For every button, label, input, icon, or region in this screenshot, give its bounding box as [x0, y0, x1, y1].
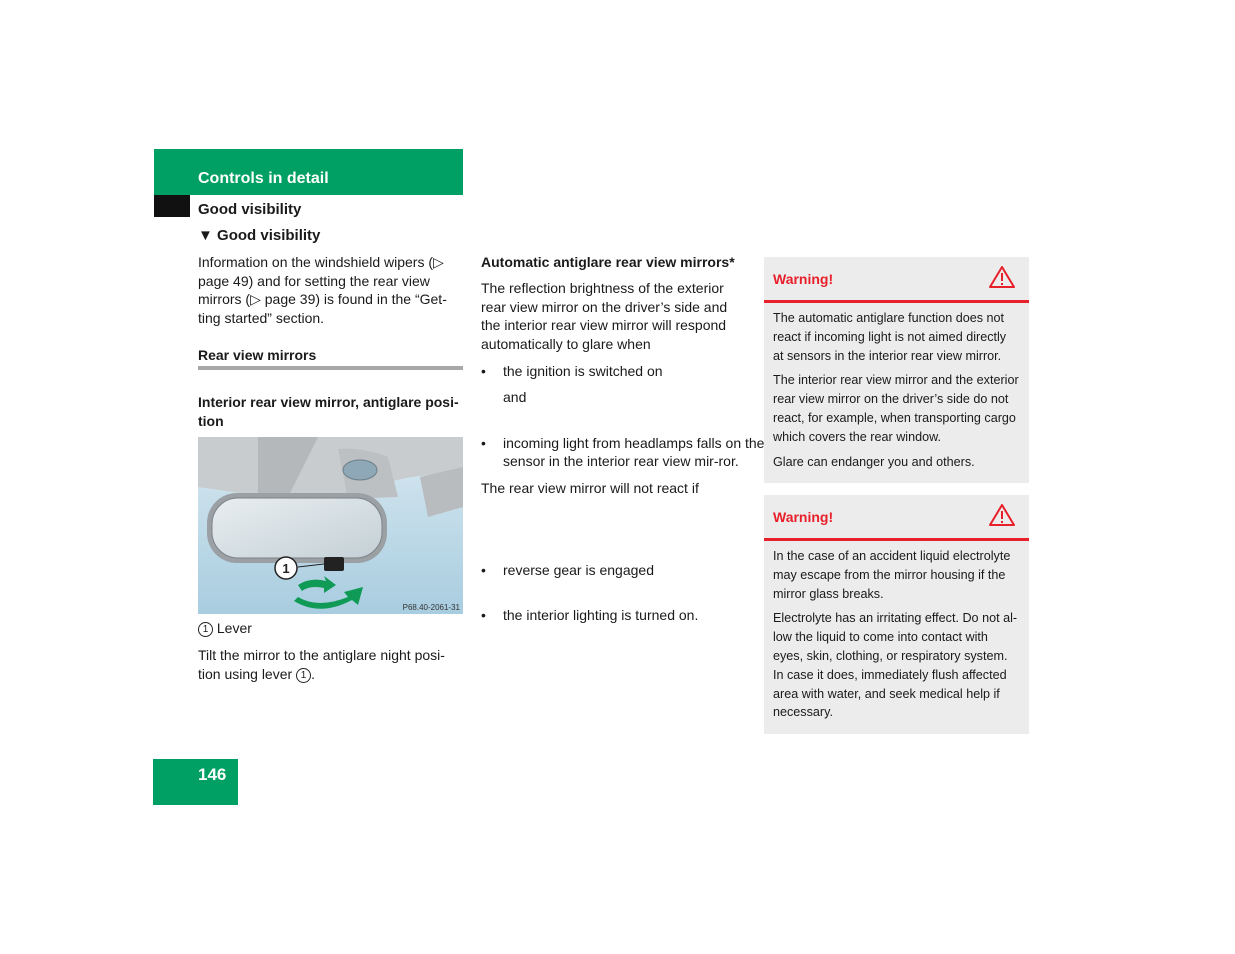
and-text: and [503, 389, 527, 405]
caption [198, 619, 463, 638]
warning-label: Warning! [773, 509, 834, 525]
mirror-illustration [198, 437, 463, 614]
warning-text: The interior rear view mirror and the exterior rear view mirror on the driver’s side do not react, for example, when transporting cargo which covers the rear window. [773, 373, 1019, 444]
section-title: Controls in detail [198, 170, 329, 187]
warning-text: Electrolyte has an irritating effect. Do not al-low the liquid to come into contact with eyes, skin, clothing, or respiratory system. In case it does, immediately flush affected area with water, and seek medical help if necessary. [773, 611, 1018, 720]
instruction-text: Tilt the mirror to the antiglare night posi-tion using lever [198, 647, 445, 682]
page-number-box [153, 759, 238, 805]
heading-text: Good visibility [217, 227, 321, 244]
section-marker-block [154, 195, 190, 217]
antiglare-paragraph: The reflection brightness of the exterior rear view mirror on the driver’s side and the interior rear view mirror will respond automatically to glare when [481, 280, 728, 352]
warning-box [764, 257, 1029, 483]
warning-box [764, 495, 1029, 734]
figure-code: P68.40-2061-31 [402, 603, 460, 612]
intro-paragraph: Information on the windshield wipers (▷ page 49) and for setting the rear view mirrors (▷ page 39) is found in the “Get-ting started” section. [198, 254, 447, 326]
warning-header [764, 257, 1029, 303]
no-react-paragraph: The rear view mirror will not react if [481, 480, 699, 496]
instruction-paragraph: Tilt the mirror to the antiglare night posi-tion using lever 1 . [198, 647, 445, 682]
instruction-ref: 1 [296, 668, 311, 683]
warning-text: The automatic antiglare function does not react if incoming light is not aimed directly at sensors in the interior rear view mirror. [773, 311, 1007, 363]
heading-rule [198, 366, 463, 370]
list-item: • reverse gear is engaged [481, 561, 654, 578]
page-heading [198, 227, 320, 244]
section-header-bar [154, 149, 463, 195]
figure-callout: 1 [282, 561, 290, 576]
warning-text: In the case of an accident liquid electrolyte may escape from the mirror housing if the mirror glass breaks. [773, 549, 1011, 601]
list-item: • the ignition is switched on [481, 363, 663, 379]
list-item: • incoming light from headlamps falls on the sensor in the interior rear view mir-ror. [481, 434, 765, 470]
list-item: • the interior lighting is turned on. [481, 607, 699, 624]
caption-number: 1 [198, 622, 213, 637]
page-number: 146 [198, 765, 227, 784]
antiglare-heading: Automatic antiglare rear view mirrors* [481, 254, 735, 270]
rear-view-heading: Rear view mirrors [198, 347, 317, 363]
warning-header [764, 495, 1029, 541]
heading-marker-icon: ▼ [198, 227, 213, 244]
warning-text: Glare can endanger you and others. [773, 454, 975, 469]
caption-text: Lever [216, 620, 252, 636]
subsection-title: Good visibility [198, 201, 302, 218]
warning-label: Warning! [773, 271, 834, 287]
warning-triangle-icon [989, 266, 1015, 288]
interior-mirror-heading: Interior rear view mirror, antiglare posi-tion [198, 394, 459, 429]
warning-triangle-icon [989, 504, 1015, 526]
